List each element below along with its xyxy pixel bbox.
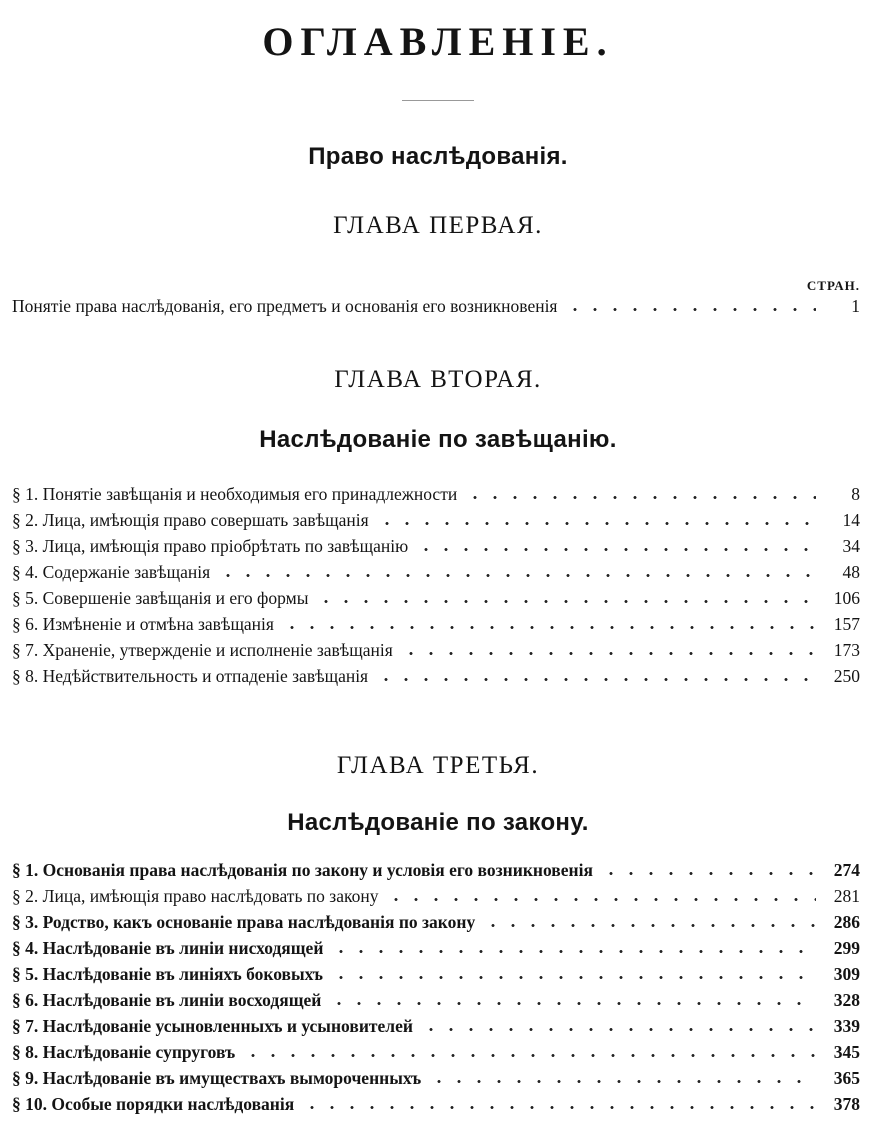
dot-leader [416,548,816,551]
toc-entry-page: 328 [833,990,860,1010]
toc-entry-ch3-8[interactable] [12,1037,860,1063]
title-divider [402,100,474,101]
toc-entry-text: § 1. Понятіе завѣщанія и необходимыя его принадлежности [12,484,458,504]
toc-entry-ch2-2[interactable] [12,505,860,531]
toc-entry-text: § 5. Наслѣдованіе въ линіяхъ боковыхъ [12,964,323,984]
toc-entry-text: § 3. Лица, имѣющія право пріобрѣтать по завѣщанію [12,536,409,556]
page-title: ОГЛАВЛЕНІЕ. [262,19,614,64]
toc-entry-text: § 1. Основанія права наслѣдованія по закону и условія его возникновенія [12,860,593,880]
toc-entry-text: § 7. Храненіе, утвержденіе и исполненіе завѣщанія [12,640,393,660]
toc-entry-page: 309 [833,964,860,984]
dot-leader [565,308,816,311]
toc-entry-page: 106 [833,588,860,608]
toc-entry-text: § 4. Наслѣдованіе въ линіи нисходящей [12,938,324,958]
toc-entry-ch3-9[interactable] [12,1063,860,1089]
toc-entry-text: § 5. Совершеніе завѣщанія и его формы [12,588,309,608]
dot-leader [243,1054,816,1057]
toc-entry-page: 1 [851,296,860,316]
toc-entry-page: 48 [842,562,860,582]
dot-leader [386,898,816,901]
toc-entry-page: 173 [833,640,860,660]
dot-leader [282,626,816,629]
dot-leader [401,652,816,655]
chapter-3-heading: ГЛАВА ТРЕТЬЯ. [336,752,540,779]
page-column-header: СТРАН. [806,278,860,293]
dot-leader [465,496,816,499]
toc-entry-page: 34 [842,536,860,556]
toc-entry-ch3-1[interactable] [12,855,860,881]
chapter-1-heading: ГЛАВА ПЕРВАЯ. [333,212,543,239]
toc-entry-ch3-10[interactable] [12,1089,860,1115]
toc-entry-page: 378 [833,1094,860,1114]
dot-leader [316,600,816,603]
toc-entry-text: § 4. Содержаніе завѣщанія [12,562,211,582]
toc-entry-text: § 2. Лица, имѣющія право совершать завѣщанія [12,510,369,530]
toc-entry-text: § 6. Наслѣдованіе въ линіи восходящей [12,990,322,1010]
toc-entry-ch3-3[interactable] [12,907,860,933]
toc-entry-page: 157 [833,614,860,634]
dot-leader [331,976,816,979]
toc-entry-ch2-3[interactable] [12,531,860,557]
dot-leader [331,950,816,953]
toc-entry-ch2-7[interactable] [12,635,860,661]
part-title: Право наслѣдованія. [308,143,568,170]
toc-entry-page: 286 [833,912,860,932]
toc-entry-ch2-4[interactable] [12,557,860,583]
dot-leader [429,1080,816,1083]
toc-entry-text: Понятіе права наслѣдованія, его предметъ и основанія его возникновенія [12,296,558,316]
toc-entry-ch2-5[interactable] [12,583,860,609]
dot-leader [376,678,816,681]
toc-entry-ch1-1[interactable] [12,291,860,317]
toc-entry-text: § 3. Родство, какъ основаніе права наслѣдованія по закону [12,912,476,932]
toc-entry-ch2-6[interactable] [12,609,860,635]
dot-leader [218,574,816,577]
toc-entry-page: 8 [851,484,860,504]
toc-entry-text: § 8. Наслѣдованіе супруговъ [12,1042,236,1062]
dot-leader [302,1106,816,1109]
toc-entry-text: § 2. Лица, имѣющія право наслѣдовать по закону [12,886,379,906]
toc-entry-page: 250 [833,666,860,686]
toc-entry-page: 274 [833,860,860,880]
toc-entry-page: 339 [833,1016,860,1036]
chapter-3-subtitle: Наслѣдованіе по закону. [287,809,589,836]
toc-entry-ch3-7[interactable] [12,1011,860,1037]
toc-entry-text: § 7. Наслѣдованіе усыновленныхъ и усыновителей [12,1016,413,1036]
toc-entry-text: § 9. Наслѣдованіе въ имуществахъ вымороченныхъ [12,1068,422,1088]
toc-entry-page: 281 [833,886,860,906]
toc-entry-ch2-8[interactable] [12,661,860,687]
dot-leader [483,924,816,927]
toc-entry-text: § 6. Измѣненіе и отмѣна завѣщанія [12,614,274,634]
toc-entry-ch2-1[interactable] [12,479,860,505]
dot-leader [329,1002,816,1005]
chapter-2-heading: ГЛАВА ВТОРАЯ. [334,366,542,393]
toc-entry-text: § 8. Недѣйствительность и отпаденіе завѣщанія [12,666,369,686]
dot-leader [421,1028,816,1031]
toc-entry-page: 365 [833,1068,860,1088]
toc-entry-page: 14 [842,510,860,530]
toc-entry-page: 345 [833,1042,860,1062]
toc-entry-ch3-6[interactable] [12,985,860,1011]
dot-leader [601,872,816,875]
toc-entry-ch3-2[interactable] [12,881,860,907]
toc-entry-ch3-4[interactable] [12,933,860,959]
dot-leader [377,522,816,525]
toc-entry-text: § 10. Особые порядки наслѣдованія [12,1094,295,1114]
chapter-2-subtitle: Наслѣдованіе по завѣщанію. [259,426,617,453]
toc-entry-page: 299 [833,938,860,958]
toc-entry-ch3-5[interactable] [12,959,860,985]
